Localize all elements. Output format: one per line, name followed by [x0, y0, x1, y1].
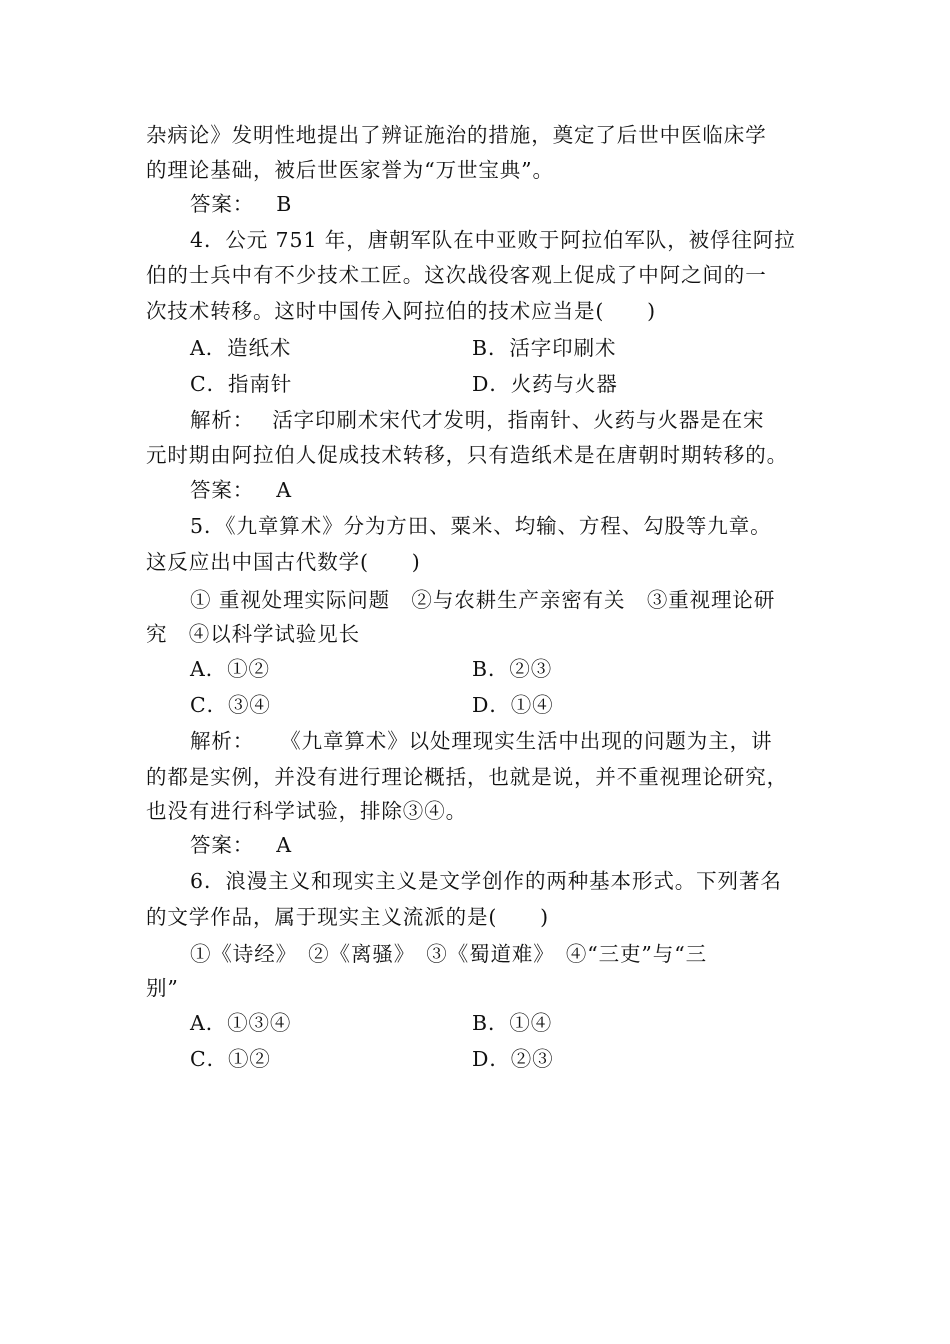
- q5-analysis-line: 也没有进行科学试验，排除③④。: [146, 799, 467, 823]
- q4-option-c: C．指南针: [190, 372, 293, 396]
- q4-analysis-line: [190, 402, 764, 438]
- q3-answer: [190, 186, 292, 222]
- analysis-text: 活字印刷术宋代才发明，指南针、火药与火器是在宋: [272, 408, 765, 432]
- q4-option-a: A．造纸术: [190, 336, 292, 360]
- answer-label: 答案：: [190, 478, 255, 502]
- analysis-label: 解析：: [190, 408, 255, 432]
- q4-option-d: D．火药与火器: [472, 372, 618, 396]
- q6-option-d: D．②③: [472, 1047, 554, 1071]
- q6-option-b: B．①④: [472, 1011, 553, 1035]
- q5-stem-line: 这反应出中国古代数学( ): [146, 550, 421, 574]
- q4-analysis-line: 元时期由阿拉伯人促成技术转移，只有造纸术是在唐朝时期转移的。: [146, 443, 788, 467]
- q4-answer: [190, 472, 292, 508]
- q6-items-line: ①《诗经》 ②《离骚》 ③《蜀道难》 ④“三吏”与“三: [190, 942, 707, 966]
- q5-analysis-line: [190, 723, 772, 759]
- analysis-text: 《九章算术》以处理现实生活中出现的问题为主，讲: [280, 729, 773, 753]
- q6-stem-line: 的文学作品，属于现实主义流派的是( ): [146, 905, 549, 929]
- q3-text-line: 杂病论》发明性地提出了辨证施治的措施，奠定了后世中医临床学: [146, 123, 767, 147]
- answer-label: 答案：: [190, 192, 255, 216]
- q4-stem-line: 4．公元 751 年，唐朝军队在中亚败于阿拉伯军队，被俘往阿拉: [190, 228, 796, 252]
- answer-value: A: [276, 478, 292, 502]
- answer-value: A: [276, 833, 292, 857]
- q5-stem-line: 5．《九章算术》分为方田、粟米、均输、方程、勾股等九章。: [190, 514, 772, 538]
- q5-answer: [190, 827, 292, 863]
- q5-analysis-line: 的都是实例，并没有进行理论概括，也就是说，并不重视理论研究，: [146, 765, 788, 789]
- q5-items-line: ① 重视处理实际问题 ②与农耕生产亲密有关 ③重视理论研: [190, 588, 776, 612]
- q5-option-c: C．③④: [190, 693, 271, 717]
- q4-option-b: B．活字印刷术: [472, 336, 617, 360]
- q5-option-b: B．②③: [472, 657, 553, 681]
- q4-stem-line: 次技术转移。这时中国传入阿拉伯的技术应当是( ): [146, 299, 656, 323]
- answer-label: 答案：: [190, 833, 255, 857]
- q5-items-line: 究 ④以科学试验见长: [146, 622, 360, 646]
- q3-text-line: 的理论基础，被后世医家誉为“万世宝典”。: [146, 158, 554, 182]
- answer-value: B: [276, 192, 293, 216]
- q4-stem-line: 伯的士兵中有不少技术工匠。这次战役客观上促成了中阿之间的一: [146, 263, 767, 287]
- q5-option-d: D．①④: [472, 693, 554, 717]
- analysis-label: 解析：: [190, 729, 255, 753]
- q6-stem-line: 6．浪漫主义和现实主义是文学创作的两种基本形式。下列著名: [190, 869, 782, 893]
- q6-option-a: A．①③④: [190, 1011, 292, 1035]
- q6-option-c: C．①②: [190, 1047, 271, 1071]
- q6-items-line: 别”: [146, 976, 179, 1000]
- q5-option-a: A．①②: [190, 657, 270, 681]
